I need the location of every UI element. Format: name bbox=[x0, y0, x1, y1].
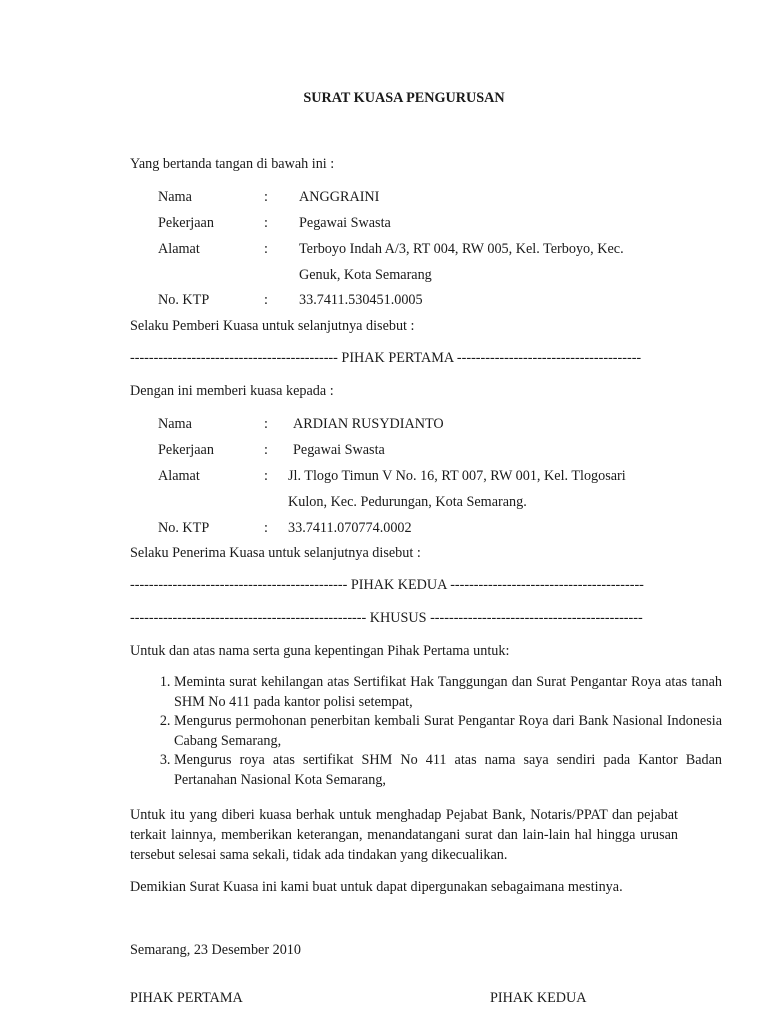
party1-name-value: ANGGRAINI bbox=[299, 189, 380, 205]
closing-statement: Demikian Surat Kuasa ini kami buat untuk dapat dipergunakan sebagaimana mestinya. bbox=[130, 879, 623, 895]
party2-ktp-label: No. KTP bbox=[158, 520, 210, 536]
place-date: Semarang, 23 Desember 2010 bbox=[130, 942, 301, 958]
party1-address-line2: Genuk, Kota Semarang bbox=[299, 267, 432, 283]
party2-caption: Selaku Penerima Kuasa untuk selanjutnya disebut : bbox=[130, 545, 421, 561]
party1-ktp-colon: : bbox=[264, 292, 268, 308]
task-item: 2. Mengurus permohonan penerbitan kembali Surat Pengantar Roya dari Bank Nasional Indonesia Cabang Semarang, bbox=[174, 712, 722, 751]
party1-address-line1: Terboyo Indah A/3, RT 004, RW 005, Kel. Terboyo, Kec. bbox=[299, 241, 624, 257]
party1-name-label: Nama bbox=[158, 189, 192, 205]
signature-pihak-kedua: PIHAK KEDUA bbox=[490, 990, 587, 1006]
party2-address-colon: : bbox=[264, 468, 268, 484]
party1-caption: Selaku Pemberi Kuasa untuk selanjutnya disebut : bbox=[130, 318, 415, 334]
party1-job-label: Pekerjaan bbox=[158, 215, 214, 231]
party1-name-colon: : bbox=[264, 189, 268, 205]
party2-job-value: Pegawai Swasta bbox=[293, 442, 385, 458]
task-item: 3. Mengurus roya atas sertifikat SHM No 411 atas nama saya sendiri pada Kantor Badan Pertanahan Nasional Kota Semarang, bbox=[174, 751, 722, 790]
intro-text: Yang bertanda tangan di bawah ini : bbox=[130, 156, 335, 172]
party1-job-colon: : bbox=[264, 215, 268, 231]
signature-pihak-pertama: PIHAK PERTAMA bbox=[130, 990, 243, 1006]
party1-job-value: Pegawai Swasta bbox=[299, 215, 391, 231]
divider-khusus: -------------------------------------------------- KHUSUS --------------------------------------------- bbox=[130, 610, 643, 626]
party1-ktp-value: 33.7411.530451.0005 bbox=[299, 292, 423, 308]
document-title: SURAT KUASA PENGURUSAN bbox=[303, 90, 505, 106]
party2-ktp-colon: : bbox=[264, 520, 268, 536]
grant-intro: Dengan ini memberi kuasa kepada : bbox=[130, 383, 334, 399]
party2-name-colon: : bbox=[264, 416, 268, 432]
party1-ktp-label: No. KTP bbox=[158, 292, 210, 308]
party2-job-colon: : bbox=[264, 442, 268, 458]
divider-pihak-kedua: ---------------------------------------------- PIHAK KEDUA ----------------------------------------- bbox=[130, 577, 644, 593]
party2-job-label: Pekerjaan bbox=[158, 442, 214, 458]
authority-paragraph: Untuk itu yang diberi kuasa berhak untuk menghadap Pejabat Bank, Notaris/PPAT dan pejabat terkait lainnya, memberikan keterangan, menandatangani surat dan lain-lain hal hingga urusan tersebut selesai sama sekali, tidak ada tindakan yang dikecualikan. bbox=[130, 807, 678, 863]
party2-ktp-value: 33.7411.070774.0002 bbox=[288, 520, 412, 536]
task-list bbox=[130, 673, 722, 790]
party2-address-line1: Jl. Tlogo Timun V No. 16, RT 007, RW 001, Kel. Tlogosari bbox=[288, 468, 626, 484]
purpose-intro: Untuk dan atas nama serta guna kepentingan Pihak Pertama untuk: bbox=[130, 643, 510, 659]
divider-pihak-pertama: -------------------------------------------- PIHAK PERTAMA --------------------------------------- bbox=[130, 350, 642, 366]
party2-name-value: ARDIAN RUSYDIANTO bbox=[293, 416, 444, 432]
party1-address-label: Alamat bbox=[158, 241, 200, 257]
party2-address-label: Alamat bbox=[158, 468, 200, 484]
task-item: 1. Meminta surat kehilangan atas Sertifikat Hak Tanggungan dan Surat Pengantar Roya atas tanah SHM No 411 pada kantor polisi setempat, bbox=[174, 673, 722, 712]
party1-address-colon: : bbox=[264, 241, 268, 257]
party2-name-label: Nama bbox=[158, 416, 192, 432]
party2-address-line2: Kulon, Kec. Pedurungan, Kota Semarang. bbox=[288, 494, 527, 510]
